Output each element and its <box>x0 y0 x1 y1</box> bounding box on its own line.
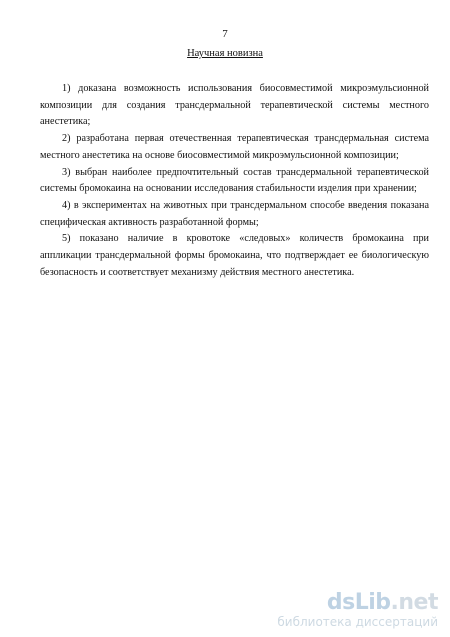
section-heading: Научная новизна <box>187 48 263 59</box>
watermark-subtitle: библиотека диссертаций <box>277 615 438 629</box>
paragraph-novelty-1: 1) доказана возможность использования биосовместимой микроэмульсионной композиции для создания трансдермальной терапевтической системы местного анестетика; <box>40 83 429 128</box>
watermark-logo-tld: .net <box>390 590 438 615</box>
page-number: 7 <box>222 28 228 40</box>
body-text <box>40 81 429 281</box>
paragraph-novelty-2: 2) разработана первая отечественная терапевтическая трансдермальная система местного анестетика на основе биосовместимой микроэмульсионной композиции; <box>40 133 429 161</box>
paragraph-novelty-5: 5) показано наличие в кровотоке «следовых» количеств бромокаина при аппликации трансдермальной формы бромокаина, что подтверждает ее биологическую безопасность и соответствует механизму действия местного анестетика. <box>40 233 429 278</box>
watermark-logo-main: dsLib <box>326 590 391 615</box>
watermark-logo <box>277 591 438 615</box>
paragraph-novelty-3: 3) выбран наиболее предпочтительный состав трансдермальной терапевтической системы бромокаина на основании исследования стабильности изделия при хранении; <box>40 166 429 195</box>
watermark <box>277 591 438 629</box>
paragraph-novelty-4: 4) в экспериментах на животных при трансдермальном способе введения показана специфическая активность разработанной формы; <box>40 199 429 228</box>
